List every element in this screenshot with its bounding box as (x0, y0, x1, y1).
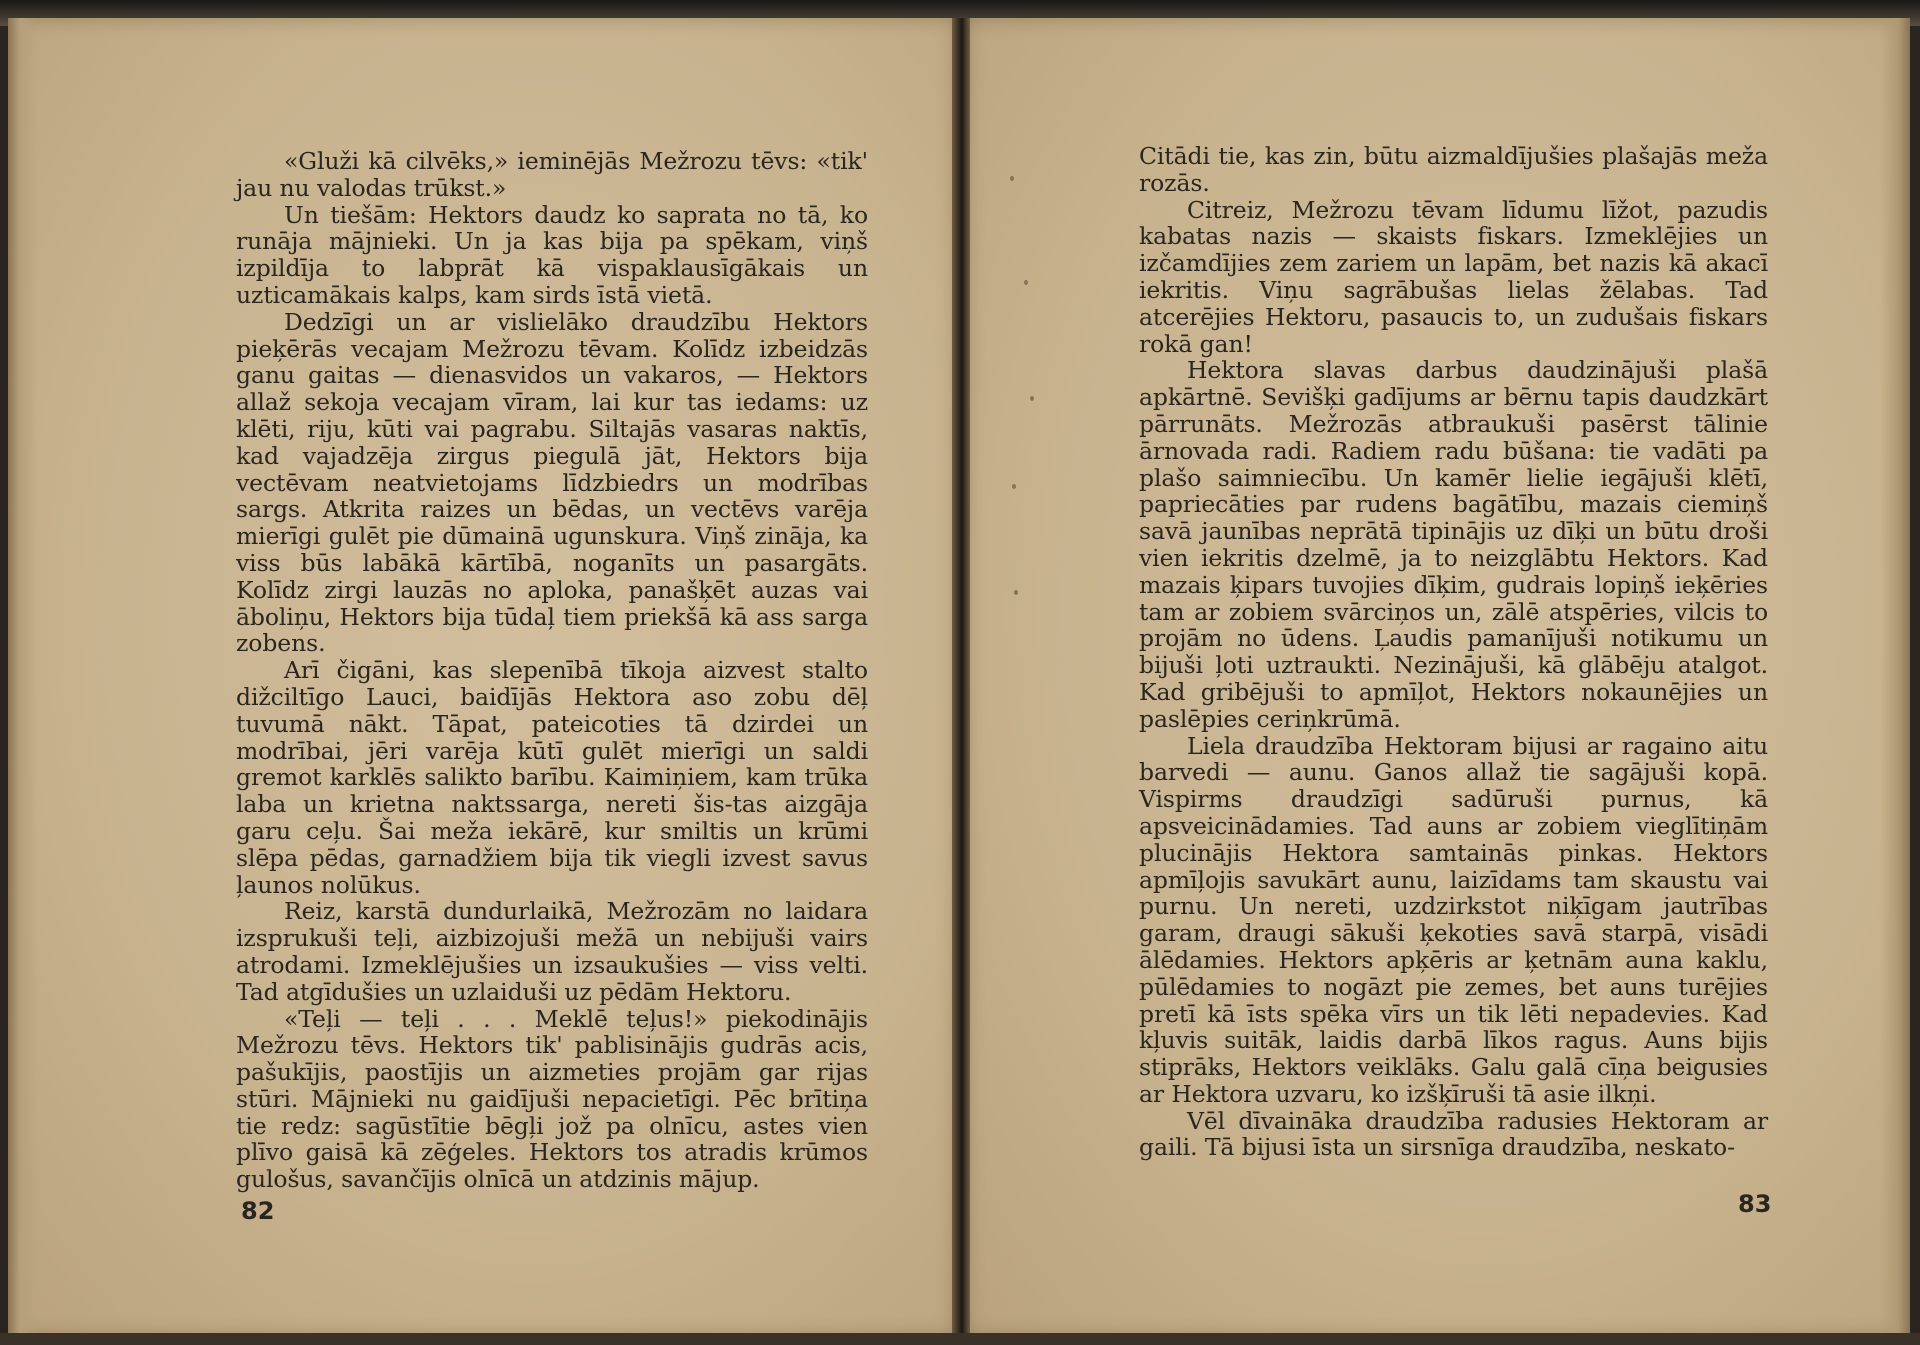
page-number-right: 83 (1738, 1190, 1772, 1218)
scan-bottom-edge (0, 1333, 1920, 1345)
paper-speck (1012, 484, 1016, 489)
paper-speck (1010, 176, 1014, 181)
paragraph: Citādi tie, kas zin, būtu aizmaldījušies plašajās meža rozās. (1139, 142, 1768, 197)
paragraph: Liela draudzība Hektoram bijusi ar ragaino aitu barvedi — aunu. Ganos allaž tie sagājuši kopā. Vispirms draudzīgi sadūruši purnus, kā apsveicinādamies. Tad auns ar zobiem vieglītiņām plucinājis Hektora samtainās pinkas. Hektors apmīļojis savukārt aunu, laizīdams tam skaustu vai purnu. Un nereti, uzdzirkstot niķīgam jautrības garam, draugi sākuši ķekoties savā starpā, visādi ālēdamies. Hektors apķēris ar ķetnām auna kaklu, pūlēdamies to nogāzt pie zemes, bet auns turējies pretī kā īsts spēka vīrs un tik lēti nepadevies. Kad kļuvis suitāk, laidis darbā līkos ragus. Auns bijis stiprāks, Hektors veiklāks. Galu galā cīņa beigusies ar Hektora uzvaru, ko izšķīruši tā asie ilkņi. (1139, 731, 1768, 1108)
left-page-edge (8, 18, 38, 1336)
paragraph: Vēl dīvaināka draudzība radusies Hektoram ar gaili. Tā bijusi īsta un sirsnīga draudzība, neskato- (1139, 1106, 1768, 1162)
paragraph: Citreiz, Mežrozu tēvam līdumu līžot, pazudis kabatas nazis — skaists fiskars. Izmeklējies un izčamdījies zem zariem un lapām, bet nazis kā akacī iekritis. Viņu sagrābušas lielas žēlabas. Tad atcerējies Hektoru, pasaucis to, un zudušais fiskars rokā gan! (1139, 195, 1768, 358)
paragraph: Dedzīgi un ar vislielāko draudzību Hektors pieķērās vecajam Mežrozu tēvam. Kolīdz izbeidzās ganu gaitas — dienasvidos un vakaros, — Hektors allaž sekoja vecajam vīram, lai kur tas iedams: uz klēti, riju, kūti vai pagrabu. Siltajās vasaras naktīs, kad vajadzēja zirgus piegulā jāt, Hektors bija vectēvam neatvietojams līdzbiedrs un modrības sargs. Atkrita raizes un bēdas, un vectēvs varēja mierīgi gulēt pie dūmainā ugunskura. Viņš zināja, ka viss būs labākā kārtībā, noganīts un pasargāts. Kolīdz zirgi lauzās no aploka, panašķēt auzas vai āboliņu, Hektors bija tūdaļ tiem priekšā kā ass sarga zobens. (236, 307, 868, 658)
paragraph: «Teļi — teļi . . . Meklē teļus!» piekodinājis Mežrozu tēvs. Hektors tik' pablisinājis gudrās acis, pašukījis, paostījis un aizmeties projām gar rijas stūri. Mājnieki nu gaidījuši nepacietīgi. Pēc brītiņa tie redz: sagūstītie bēgļi jož pa olnīcu, astes vien plīvo gaisā kā zēģeles. Hektors tos atradis krūmos gulošus, savančījis olnīcā un atdzinis mājup. (236, 1004, 868, 1194)
right-page-text (1139, 143, 1768, 1161)
paragraph: «Gluži kā cilvēks,» ieminējās Mežrozu tēvs: «tik' jau nu valodas trūkst.» (236, 147, 868, 202)
paragraph: Reiz, karstā dundurlaikā, Mežrozām no laidara izsprukuši teļi, aizbizojuši mežā un nebijuši vairs atrodami. Izmeklējušies un izsaukušies — viss velti. Tad atgīdušies un uzlaiduši uz pēdām Hektoru. (236, 897, 868, 1006)
book-gutter (952, 18, 970, 1336)
paper-speck (1014, 590, 1018, 595)
paper-speck (1024, 280, 1028, 285)
paper-speck (1030, 396, 1034, 401)
paragraph: Hektora slavas darbus daudzinājuši plašā apkārtnē. Sevišķi gadījums ar bērnu tapis daudzkārt pārrunāts. Mežrozās atbraukuši pasērst tālinie ārnovada radi. Radiem radu būšana: tie vadāti pa plašo saimniecību. Un kamēr lielie iegājuši klētī, papriecāties par rudens bagātību, mazais ciemiņš savā jaunības neprātā tipinājis uz dīķi un būtu droši vien iekritis dzelmē, ja to neizglābtu Hektors. Kad mazais ķipars tuvojies dīķim, gudrais lopiņš ieķēries tam ar zobiem svārciņos un, zālē atspēries, vilcis to projām no ūdens. Ļaudis pamanījuši notikumu un bijuši ļoti uztraukti. Nezinājuši, kā glābēju atalgot. Kad gribējuši to apmīļot, Hektors nokaunējies un paslēpies ceriņkrūmā. (1139, 356, 1768, 733)
paragraph: Un tiešām: Hektors daudz ko saprata no tā, ko runāja mājnieki. Un ja kas bija pa spēkam, viņš izpildīja to labprāt kā vispaklausīgākais un uzticamākais kalps, kam sirds īstā vietā. (236, 200, 868, 309)
paragraph: Arī čigāni, kas slepenībā tīkoja aizvest stalto dižciltīgo Lauci, baidījās Hektora aso zobu dēļ tuvumā nākt. Tāpat, pateicoties tā dzirdei un modrībai, jēri varēja kūtī gulēt mierīgi un saldi gremot karklēs salikto barību. Kaimiņiem, kam trūka laba un krietna naktssarga, nereti šis-tas aizgāja garu ceļu. Šai meža iekārē, kur smiltis un krūmi slēpa pēdas, garnadžiem bija tik viegli izvest savus ļaunos nolūkus. (236, 656, 868, 899)
page-number-left: 82 (241, 1197, 275, 1225)
left-page-text (236, 148, 868, 1193)
right-page-edge (1880, 18, 1910, 1336)
